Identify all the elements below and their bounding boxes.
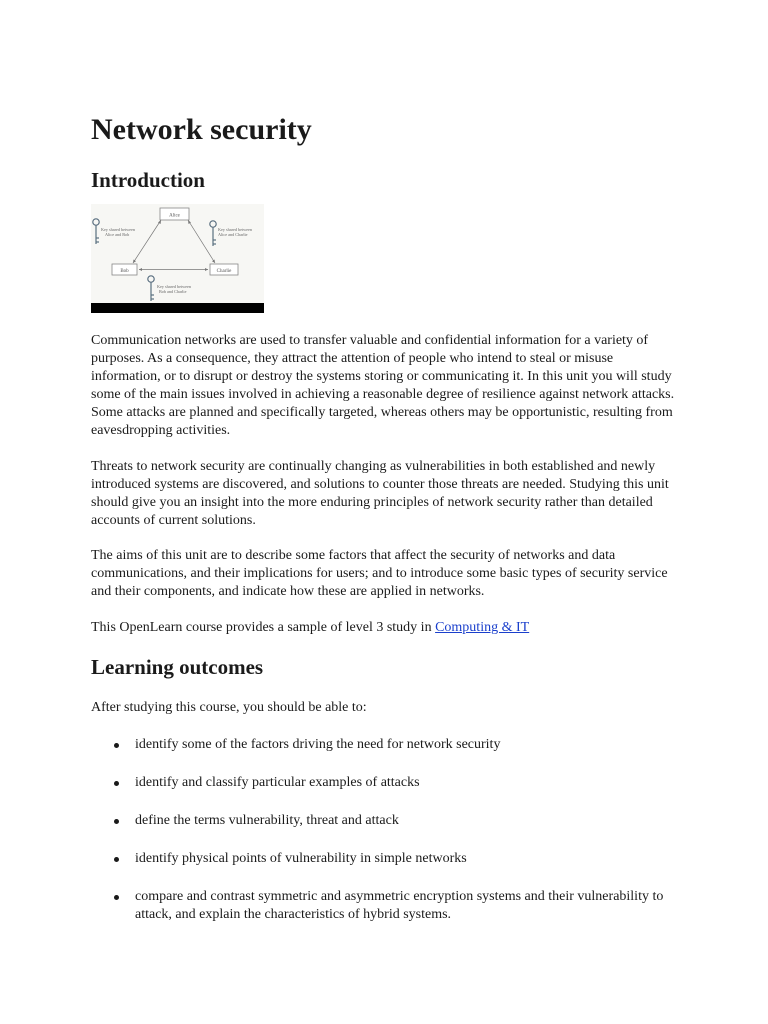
course-sentence: [91, 619, 681, 637]
bullet-icon: [114, 743, 119, 748]
bullet-icon: [114, 857, 119, 862]
figure-caption-bar: [91, 303, 264, 313]
node-charlie: [210, 264, 238, 275]
list-item: [91, 736, 681, 754]
node-alice: [160, 208, 189, 220]
bullet-icon: [114, 895, 119, 900]
course-sentence-prefix: This OpenLearn course provides a sample of level 3 study in: [91, 620, 436, 635]
outcomes-intro: After studying this course, you should be able to:: [91, 700, 367, 715]
intro-paragraph-2: Threats to network security are continually changing as vulnerabilities in both established and newly introduced systems are discovered, and solutions to counter those threats are needed. Studying this unit should give you an insight into the more enduring principles of network security rather than detailed accounts of current solutions.: [91, 459, 669, 528]
list-item-text: identify physical points of vulnerability in simple networks: [135, 851, 467, 866]
key-label-bc-line1: Key shared between: [157, 284, 191, 289]
key-sharing-diagram: [91, 204, 264, 314]
list-item: [91, 774, 681, 792]
intro-paragraph-1: Communication networks are used to transfer valuable and confidential information for a variety of purposes. As a consequence, they attract the attention of people who intend to steal or misuse information, or to disrupt or destroy the systems storing or communicating it. In this unit you will study some of the main issues involved in achieving a reasonable degree of resilience against network attacks. Some attacks are planned and specifically targeted, whereas others may be opportunistic, resulting from eavesdropping activities.: [91, 333, 675, 438]
list-item-text: compare and contrast symmetric and asymmetric encryption systems and their vulnerability to attack, and explain the characteristics of hybrid systems.: [135, 889, 664, 922]
list-item: [91, 812, 681, 830]
bullet-icon: [114, 819, 119, 824]
node-charlie-label: Charlie: [216, 269, 232, 274]
list-item-text: identify and classify particular examples of attacks: [135, 775, 420, 790]
list-item-text: define the terms vulnerability, threat and attack: [135, 813, 399, 828]
key-label-bc-line2: Bob and Charlie: [159, 289, 187, 294]
computing-it-link[interactable]: Computing & IT: [435, 620, 530, 635]
bullet-icon: [114, 781, 119, 786]
node-bob: [112, 264, 137, 275]
list-item: [91, 850, 681, 868]
list-item: [91, 888, 681, 924]
introduction-heading: Introduction: [91, 168, 205, 192]
learning-outcomes-list: [91, 736, 681, 944]
intro-paragraph-3: The aims of this unit are to describe some factors that affect the security of networks and data communications, and their implications for users; and to introduce some basic types of security service and their components, and indicate how these are applied in networks.: [91, 548, 668, 599]
key-label-ab-line1: Key shared between: [101, 227, 135, 232]
key-label-ac-line1: Key shared between: [218, 227, 252, 232]
learning-outcomes-heading: Learning outcomes: [91, 655, 264, 679]
list-item-text: identify some of the factors driving the need for network security: [135, 737, 501, 752]
node-alice-label: Alice: [169, 213, 180, 219]
key-label-ac-line2: Alice and Charlie: [218, 232, 248, 237]
node-bob-label: Bob: [120, 269, 129, 274]
key-label-ab-line2: Alice and Bob: [105, 232, 130, 237]
page-title: Network security: [91, 113, 312, 146]
